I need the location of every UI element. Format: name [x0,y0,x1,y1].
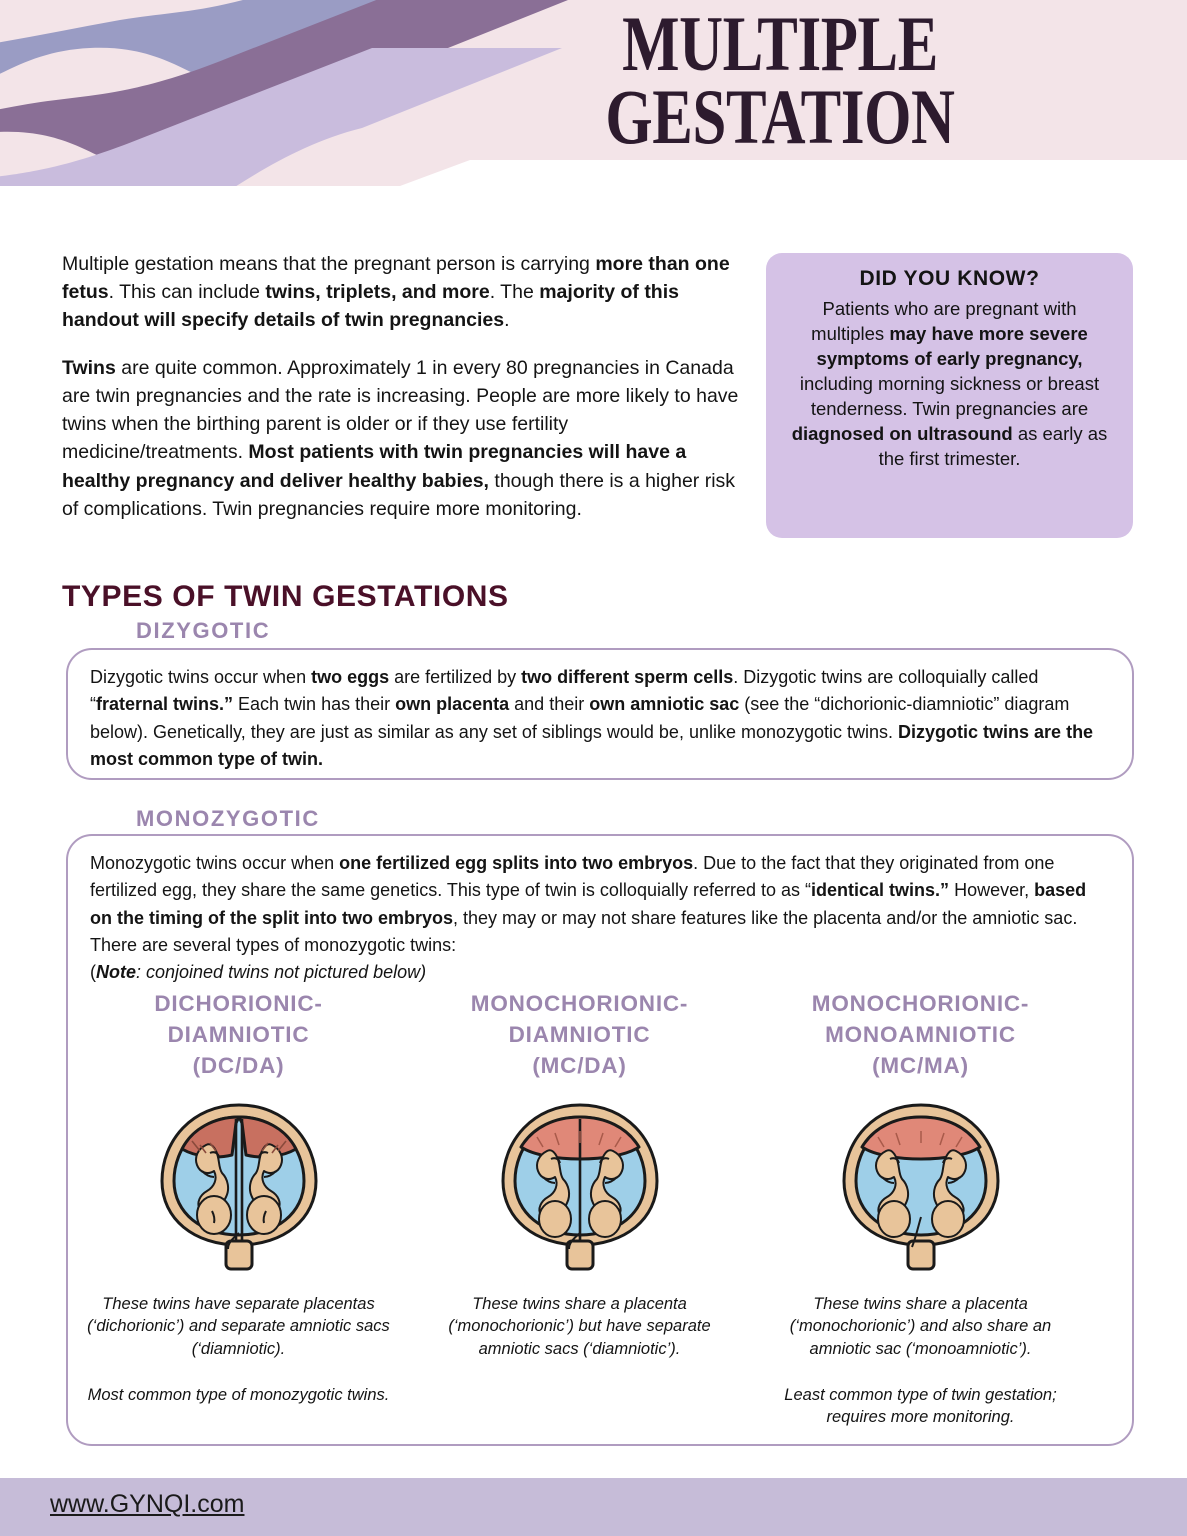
monozygotic-note [90,959,1110,986]
column-mcda-title [409,988,750,1081]
monozygotic-label: MONOZYGOTIC [136,806,320,831]
dz-l: Dizygotic twins are the most common type of twin. [90,721,1094,770]
mcda-title-line3: (MC/DA) [532,1053,627,1079]
intro-p1-c: . This can include [108,281,266,304]
mcma-caption-2: Least common type of twin gestation; requires more monitoring. [784,1385,1057,1427]
dz-j: own amniotic sac [589,694,740,715]
mcma-caption-1: These twins share a placenta (‘monochorionic’) and also share an amniotic sac (‘monoamniotic’). [789,1295,1052,1358]
intro-p1-g: . [504,309,510,332]
monozygotic-text [90,850,1110,959]
mz-note-text: : conjoined twins not pictured below) [136,962,427,983]
dz-g: Each twin has their [233,694,396,715]
dz-d: two different sperm cells [521,667,734,687]
column-mcma [750,988,1091,1428]
mz-g: , they may or may not share features like the placenta and/or the amniotic sac. There are several types of monozygotic twins: [90,907,1078,956]
did-you-know-box [766,253,1133,538]
dizygotic-text [90,664,1110,773]
mcda-twins-uterus-diagram [485,1093,675,1278]
section-heading: TYPES OF TWIN GESTATIONS [62,580,509,613]
website-link[interactable]: www.GYNQI.com [50,1490,245,1518]
monozygotic-box [66,834,1134,1446]
dz-c: are fertilized by [389,667,522,687]
dz-a: Dizygotic twins occur when [90,667,312,687]
column-mcma-title [750,988,1091,1081]
intro-p1-a: Multiple gestation means that the pregnant person is carrying [62,253,596,275]
dyk-c: including morning sickness or breast tenderness. Twin pregnancies are [799,373,1100,420]
mz-note-label: Note [96,962,136,983]
mz-note-open: ( [90,962,96,983]
page-footer [0,1478,1187,1536]
dyk-e: as early as the first trimester. [878,423,1108,470]
mz-e: However, [949,880,1035,901]
intro-p2-a: Twins [62,357,116,380]
dcda-caption-2: Most common type of monozygotic twins. [87,1385,390,1404]
dyk-a: Patients who are pregnant with multiples [811,297,1077,344]
mz-b: one fertilized egg splits into two embryos [339,853,694,873]
mcma-twins-uterus-diagram [826,1093,1016,1278]
intro-paragraph-2 [62,354,752,522]
mz-f: based on the timing of the split into two embryos [90,880,1087,928]
dz-e: . Dizygotic twins are colloquially called “ [90,667,1039,715]
column-dcda [68,988,409,1428]
intro-text [62,250,752,523]
mz-c: . Due to the fact that they originated from one fertilized egg, they share the same genetics. This type of twin is colloquially referred to as “ [90,853,1055,901]
intro-p1-e: . The [489,281,540,304]
intro-p1-f: majority of this handout will specify details of twin pregnancies [62,281,679,332]
mcma-title-line3: (MC/MA) [872,1053,969,1079]
dyk-b: may have more severe symptoms of early pregnancy, [816,322,1088,369]
page-title [430,0,1130,160]
dizygotic-label: DIZYGOTIC [136,618,271,643]
did-you-know-body [784,296,1115,472]
intro-p2-c: Most patients with twin pregnancies will have a healthy pregnancy and deliver healthy babies, [62,441,687,492]
dcda-title-line2: DIAMNIOTIC [167,1022,310,1048]
intro-p1-b: more than one fetus [62,253,730,304]
dcda-title-line3: (DC/DA) [192,1053,285,1079]
dz-k: (see the “dichorionic-diamniotic” diagram below). Genetically, they are just as similar as any set of siblings would be, unlike monozygotic twins. [90,694,1070,742]
dcda-caption-1: These twins have separate placentas (‘dichorionic’) and separate amniotic sacs (‘diamniotic). [87,1295,390,1358]
dz-h: own placenta [395,694,510,715]
dcda-title-line1: DICHORIONIC- [154,991,323,1016]
dizygotic-box [66,648,1134,780]
title-line-1: MULTIPLE [622,0,938,87]
did-you-know-title: DID YOU KNOW? [859,267,1040,290]
page-header [0,0,1187,186]
intro-paragraph-1 [62,250,752,334]
mcma-title-line2: MONOAMNIOTIC [825,1022,1016,1048]
mz-d: identical twins.” [811,880,950,901]
column-dcda-title [68,988,409,1081]
title-line-2: GESTATION [605,72,955,160]
dcda-twins-uterus-diagram [144,1093,334,1278]
intro-p2-b: are quite common. Approximately 1 in every 80 pregnancies in Canada are twin pregnancies and the rate is increasing. People are more likely to have twins when the birthing parent is older or if they use fertility medicine/treatments. [62,357,739,464]
twin-type-columns [68,988,1092,1428]
intro-p1-d: twins, triplets, and more [265,281,490,304]
dyk-d: diagnosed on ultrasound [791,423,1013,445]
dz-f: fraternal twins.” [96,694,234,715]
column-mcda [409,988,750,1428]
mcda-title-line2: DIAMNIOTIC [508,1022,651,1048]
intro-p2-d: though there is a higher risk of complications. Twin pregnancies require more monitoring. [62,469,736,520]
dz-i: and their [509,694,590,715]
dz-b: two eggs [311,667,390,687]
mcma-title-line1: MONOCHORIONIC- [811,991,1030,1016]
mz-a: Monozygotic twins occur when [90,853,340,873]
mcda-title-line1: MONOCHORIONIC- [470,991,689,1016]
mcda-caption-1: These twins share a placenta (‘monochorionic’) but have separate amniotic sacs (‘diamniotic’). [448,1295,711,1358]
